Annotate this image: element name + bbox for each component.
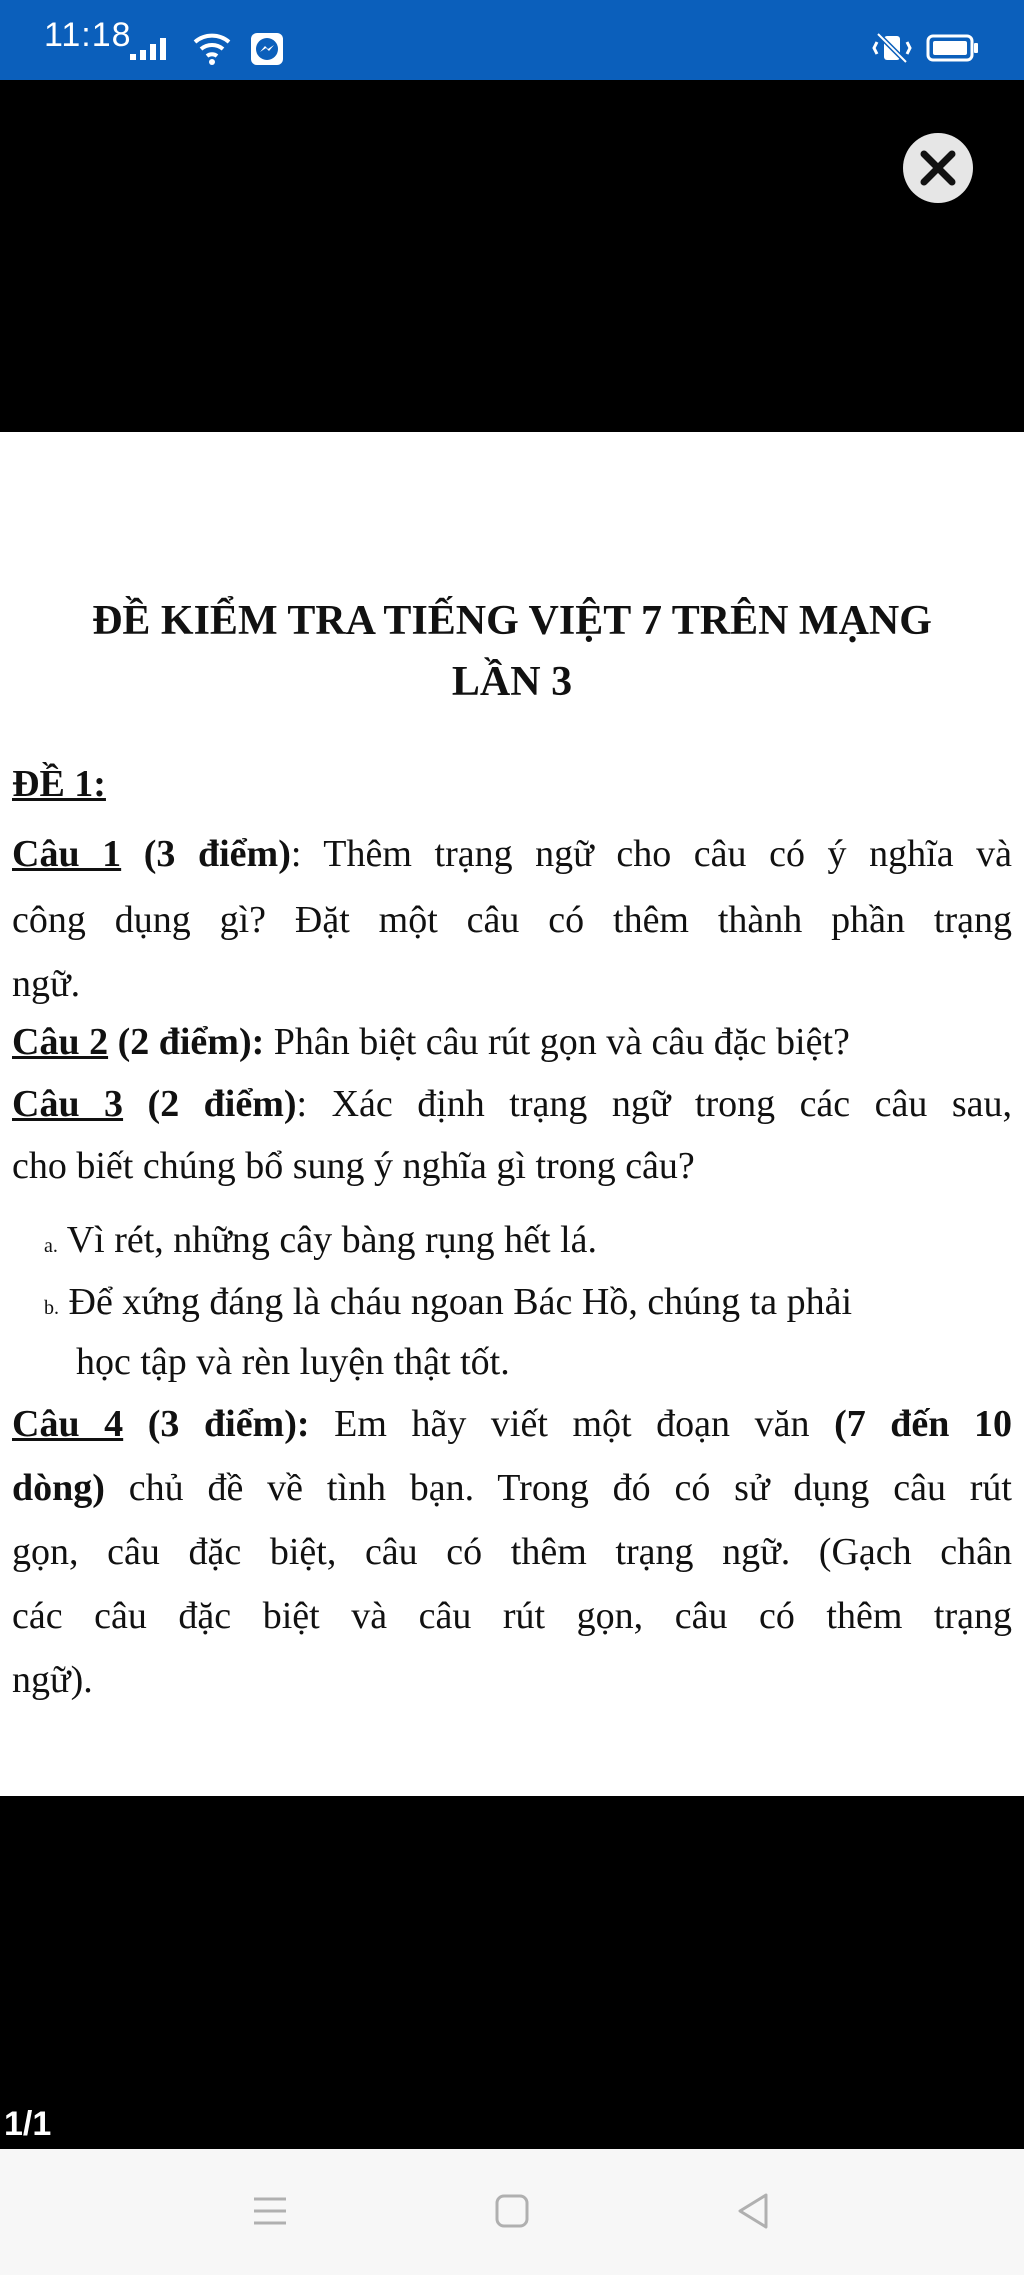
item-b-marker: b. xyxy=(44,1297,59,1319)
question-3-item-b-line1 xyxy=(44,1280,994,1324)
back-icon[interactable] xyxy=(734,2191,774,2231)
status-time: 11:18 xyxy=(44,16,132,54)
question-4-text2: chủ đề về tình bạn. Trong đó có sử dụng câu rút xyxy=(104,1467,1012,1509)
question-4-line4: các câu đặc biệt và câu rút gọn, câu có thêm trạng xyxy=(12,1595,1012,1637)
question-2 xyxy=(12,1020,1012,1064)
question-3-item-a xyxy=(44,1218,1024,1262)
question-2-text: Phân biệt câu rút gọn và câu đặc biệt? xyxy=(264,1021,850,1063)
status-bar xyxy=(0,0,1024,80)
battery-icon xyxy=(926,34,980,62)
page-counter: 1/1 xyxy=(4,2105,52,2143)
item-a-marker: a. xyxy=(44,1235,58,1257)
question-4-bold: (7 đến 10 xyxy=(834,1403,1013,1445)
question-2-label: Câu 2 xyxy=(12,1021,109,1063)
question-3-line2: cho biết chúng bổ sung ý nghĩa gì trong câu? xyxy=(12,1145,695,1187)
question-3-text: : Xác định trạng ngữ trong các câu sau, xyxy=(296,1083,1013,1125)
question-1-line2: công dụng gì? Đặt một câu có thêm thành phần trạng xyxy=(12,899,1012,941)
viewer-top-area xyxy=(0,80,1024,430)
menu-icon[interactable] xyxy=(250,2191,290,2231)
question-4-line1 xyxy=(12,1402,1012,1446)
question-4-label: Câu 4 xyxy=(12,1403,124,1445)
question-1-text: : Thêm trạng ngữ cho câu có ý nghĩa và xyxy=(290,833,1013,875)
question-3-label: Câu 3 xyxy=(12,1083,124,1125)
question-1-points: (3 điểm) xyxy=(143,833,291,875)
vibrate-icon xyxy=(872,30,912,66)
item-b-text: Để xứng đáng là cháu ngoan Bác Hồ, chúng ta phải xyxy=(68,1281,853,1323)
question-4-points: (3 điểm): xyxy=(147,1403,310,1445)
question-1-line3: ngữ. xyxy=(12,963,81,1005)
section-heading: ĐỀ 1: xyxy=(12,763,106,805)
signal-icon xyxy=(128,36,174,62)
question-3-points: (2 điểm) xyxy=(147,1083,297,1125)
item-a-text: Vì rét, những cây bàng rụng hết lá. xyxy=(66,1219,597,1261)
document-title-line2: LẦN 3 xyxy=(451,659,573,705)
question-3-line1 xyxy=(12,1082,1012,1126)
close-button[interactable] xyxy=(903,133,973,203)
question-3-item-b-line2: học tập và rèn luyện thật tốt. xyxy=(76,1341,510,1383)
question-2-points: (2 điểm): xyxy=(117,1021,265,1063)
question-4-line2 xyxy=(12,1466,1012,1510)
navigation-bar xyxy=(0,2149,1024,2275)
question-4-text: Em hãy viết một đoạn văn xyxy=(309,1403,835,1445)
question-4-bold2: dòng) xyxy=(12,1467,105,1509)
question-4-line5: ngữ). xyxy=(12,1659,93,1701)
viewer-bottom-area xyxy=(0,1796,1024,2149)
document-title-line1: ĐỀ KIỂM TRA TIẾNG VIỆT 7 TRÊN MẠNG xyxy=(92,598,932,644)
document-page xyxy=(0,432,1024,1796)
question-4-line3: gọn, câu đặc biệt, câu có thêm trạng ngữ. (Gạch chân xyxy=(12,1531,1012,1573)
home-icon[interactable] xyxy=(492,2191,532,2231)
question-1-label: Câu 1 xyxy=(12,833,122,875)
close-icon xyxy=(918,148,958,188)
wifi-icon xyxy=(192,30,232,66)
messenger-icon xyxy=(250,32,284,66)
question-1-line1 xyxy=(12,832,1012,876)
